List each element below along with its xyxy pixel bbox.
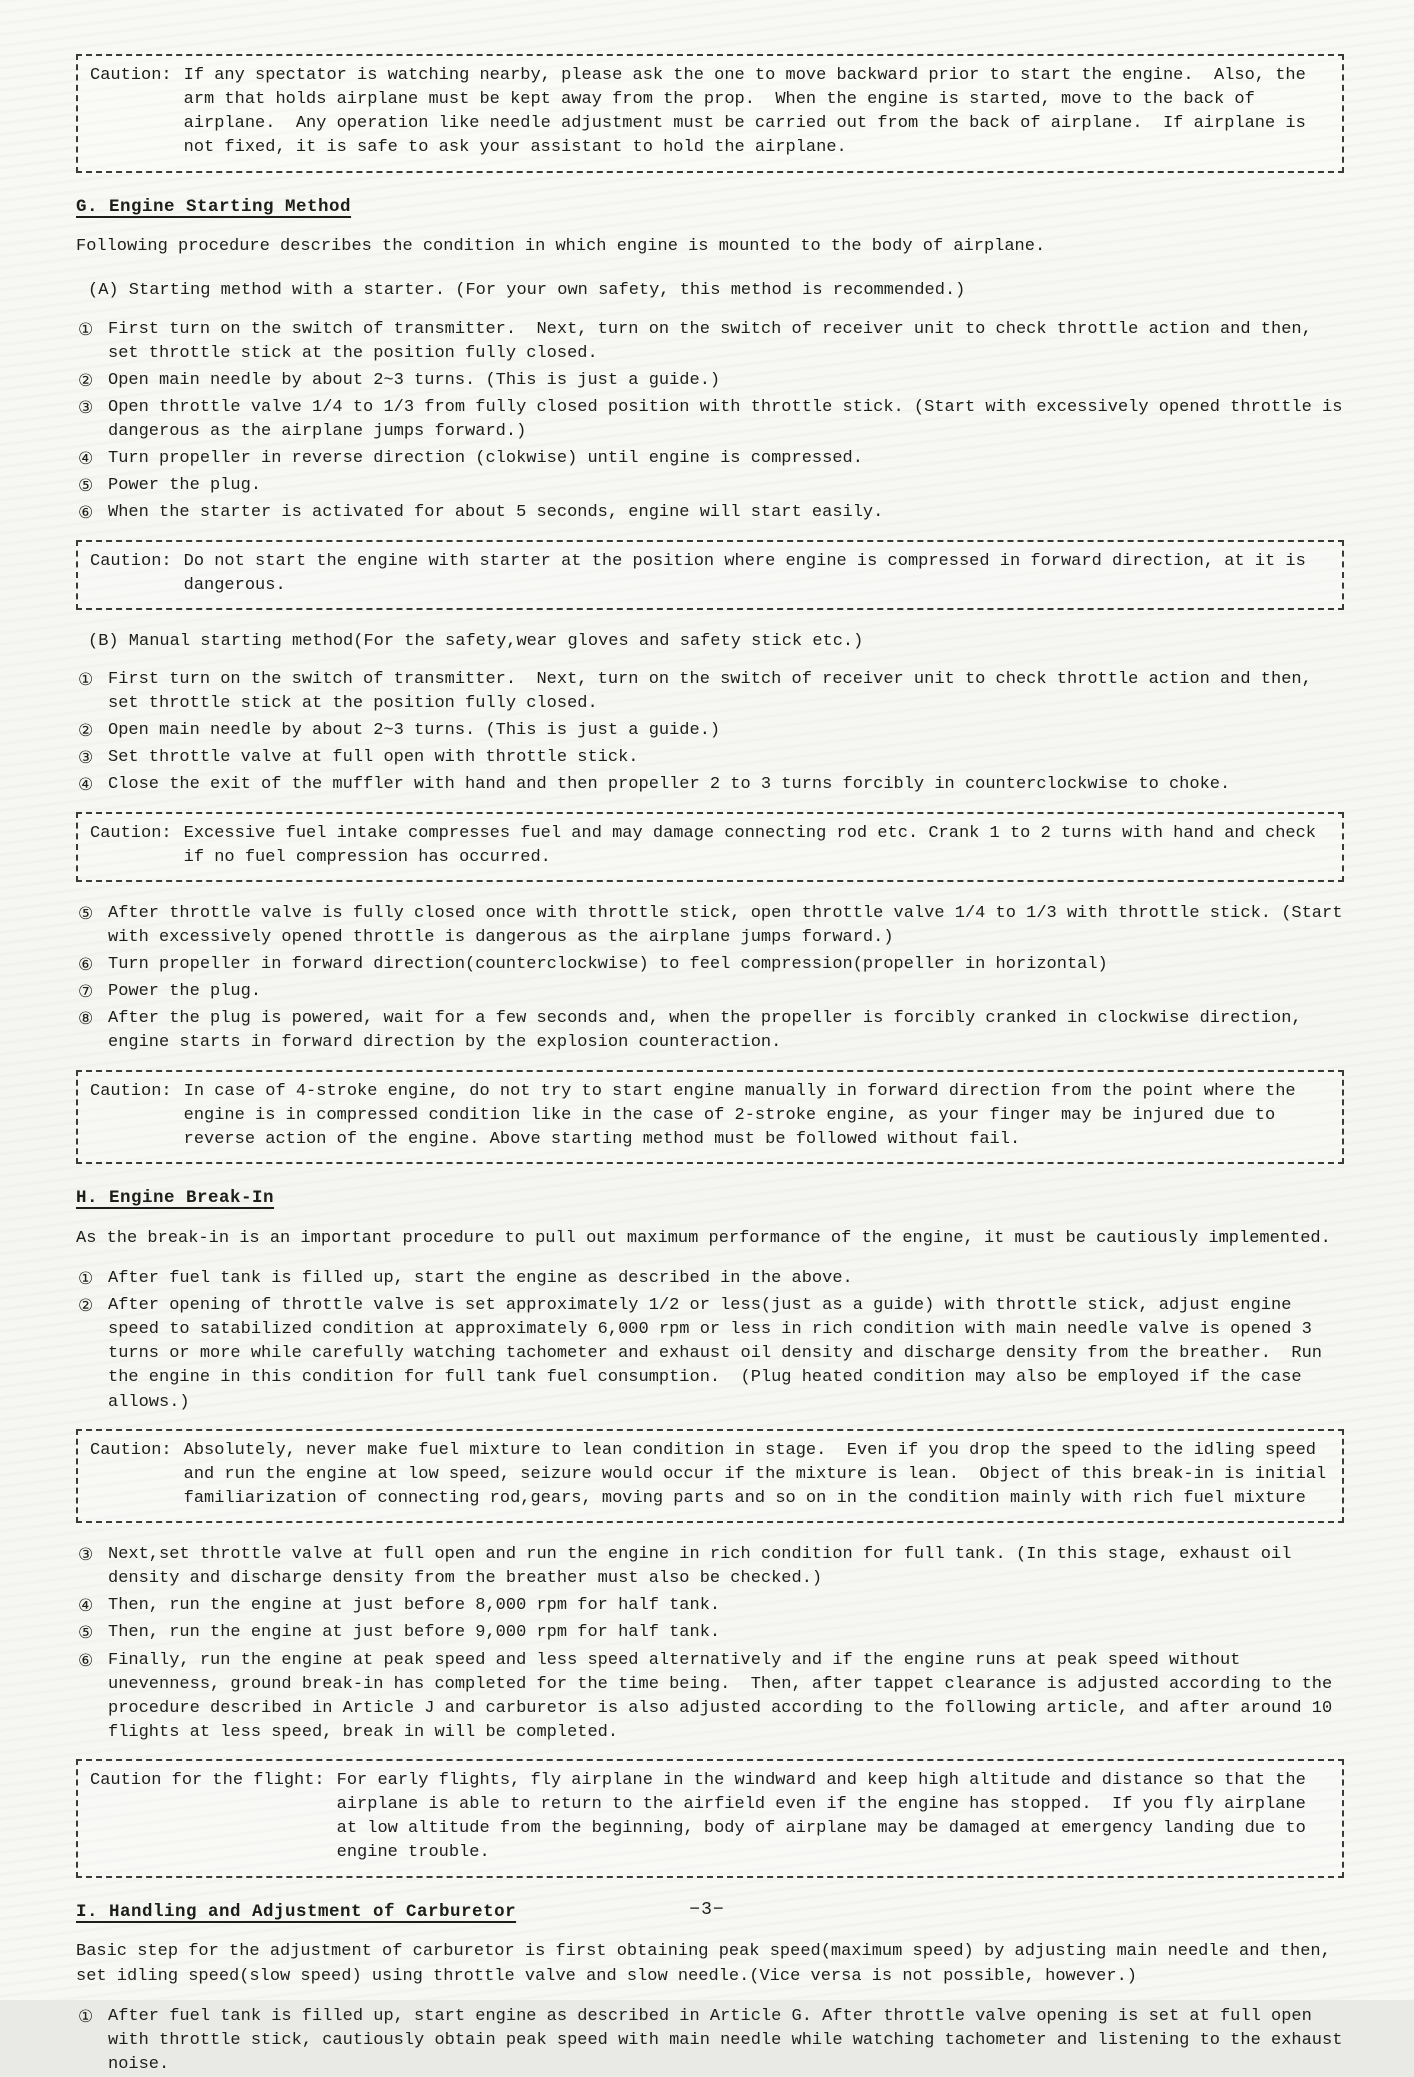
caution-text: For early flights, fly airplane in the windward and keep high altitude and distance so that the airplane is able to return to the airfield even if the engine has stopped. If you fly airplane at low altitude from the beginning, body of airplane may be damaged at emergency landing due to engine trouble. [336, 1771, 1317, 1863]
item-text: First turn on the switch of transmitter. Next, turn on the switch of receiver unit to check throttle action and then, set throttle stick at the position fully closed. [108, 669, 1322, 714]
item-number: ⑥ [78, 1650, 94, 1671]
item-number: ⑤ [78, 903, 94, 924]
item-number: ⑥ [78, 955, 94, 976]
item-number: ② [78, 370, 94, 391]
caution-text: Excessive fuel intake compresses fuel and may damage connecting rod etc. Crank 1 to 2 turns with hand and check if no fuel compression has occurred. [183, 823, 1327, 867]
caution-text: Do not start the engine with starter at the position where engine is compressed in forward direction, at it is dangerous. [183, 551, 1317, 595]
caution-box-4stroke [76, 1070, 1344, 1164]
item-number: ② [78, 721, 94, 742]
item-text: After opening of throttle valve is set approximately 1/2 or less(just as a guide) with throttle stick, adjust engine speed to satabilized condition at approximately 6,000 rpm or less in rich condition with main needle valve is opened 3 turns or more while carefully watching tachometer and exhaust oil density and discharge density from the breather. Run the engine in this condition for full tank fuel consumption. (Plug heated condition may also be employed if the case allows.) [108, 1296, 1333, 1412]
caution-text: In case of 4-stroke engine, do not try to start engine manually in forward direction from the point where the engine is in compressed condition like in the case of 2-stroke engine, as your finger may be injured due to reverse action of the engine. Above starting method must be followed without fail. [183, 1081, 1306, 1149]
item-number: ④ [78, 775, 94, 796]
item-number: ⑤ [78, 1623, 94, 1644]
item-text: After the plug is powered, wait for a few seconds and, when the propeller is forcibly cranked in clockwise direction, engine starts in forward direction by the explosion counteraction. [108, 1009, 1312, 1053]
item-text: Power the plug. [108, 982, 262, 1002]
item-text: Set throttle valve at full open with throttle stick. [108, 748, 639, 768]
caution-box-flight [76, 1759, 1344, 1878]
item-text: Open main needle by about 2~3 turns. (This is just a guide.) [108, 370, 721, 390]
list-item [76, 1649, 1344, 1746]
section-h-intro: As the break-in is an important procedure to pull out maximum performance of the engine, it must be cautiously implemented. [76, 1228, 1331, 1248]
list-item [76, 1294, 1344, 1415]
list-item [76, 2005, 1353, 2077]
part-b-title: (B) Manual starting method(For the safety,wear gloves and safety stick etc.) [88, 631, 864, 651]
list-item [76, 668, 1344, 716]
section-h-heading: H. Engine Break-In [76, 1187, 275, 1208]
list-item [76, 719, 1344, 743]
section-h-items [76, 1267, 1344, 1415]
list-item [76, 1007, 1344, 1055]
caution-box-starter [76, 540, 1344, 610]
section-g-intro: Following procedure describes the condition in which engine is mounted to the body of airplane. [76, 237, 1046, 257]
section-i-intro: Basic step for the adjustment of carburetor is first obtaining peak speed(maximum speed) by adjusting main needle and then, set idling speed(slow speed) using throttle valve and slow needle.(Vice versa is not possible, however.) [76, 1942, 1342, 1986]
item-text: Open main needle by about 2~3 turns. (This is just a guide.) [108, 721, 721, 741]
list-item [76, 396, 1353, 444]
item-text: Close the exit of the muffler with hand and then propeller 2 to 3 turns forcibly in counterclockwise to choke. [108, 775, 1231, 795]
item-text: Then, run the engine at just before 9,000 rpm for half tank. [108, 1623, 721, 1643]
section-g-heading: G. Engine Starting Method [76, 196, 352, 217]
item-number: ⑧ [78, 1009, 94, 1030]
caution-label: Caution: [90, 66, 172, 85]
list-item [76, 1594, 1344, 1618]
caution-label: Caution for the flight: [90, 1771, 325, 1791]
page-number: −3− [689, 1900, 725, 1920]
caution-label: Caution: [90, 1440, 172, 1460]
caution-box-spectator [76, 54, 1344, 173]
part-b-items-continued [76, 902, 1353, 1056]
part-a-items [76, 318, 1353, 526]
list-item [76, 953, 1344, 977]
item-number: ① [78, 1268, 94, 1289]
item-number: ④ [78, 449, 94, 470]
caution-label: Caution: [90, 551, 172, 571]
item-text: Next,set throttle valve at full open and run the engine in rich condition for full tank. (In this stage, exhaust oil density and discharge density from the breather must also be checked.) [108, 1545, 1302, 1589]
list-item [76, 501, 1344, 525]
part-a-title: (A) Starting method with a starter. (For your own safety, this method is recommended.) [88, 281, 966, 301]
item-text: Turn propeller in forward direction(counterclockwise) to feel compression(propeller in horizontal) [108, 955, 1108, 975]
list-item [76, 746, 1344, 770]
caution-label: Caution: [90, 823, 172, 843]
caution-box-lean-mixture [76, 1429, 1344, 1523]
section-i-items [76, 2005, 1353, 2077]
item-text: Open throttle valve 1/4 to 1/3 from fully closed position with throttle stick. (Start with excessively opened throttle is dangerous as the airplane jumps forward.) [108, 397, 1353, 442]
part-b-items [76, 668, 1344, 798]
list-item [76, 318, 1344, 366]
section-i-heading: I. Handling and Adjustment of Carburetor [76, 1901, 517, 1922]
item-number: ① [78, 319, 94, 340]
item-text: After fuel tank is filled up, start engine as described in Article G. After throttle valve opening is set at full open with throttle stick, cautiously obtain peak speed with main needle while watching tachometer and listening to the exhaust noise. [108, 2006, 1353, 2074]
item-number: ⑥ [78, 503, 94, 524]
item-number: ② [78, 1296, 94, 1317]
list-item [76, 1543, 1344, 1591]
item-text: Finally, run the engine at peak speed and less speed alternatively and if the engine runs at peak speed without unevenness, ground break-in has completed for the time being. Then, after tappet clearance is adjusted according to the procedure described in Article J and carburetor is also adjusted according to the following article, and after around 10 flights at less speed, break in will be completed. [108, 1650, 1343, 1742]
section-h-items-continued [76, 1543, 1344, 1745]
item-text: Power the plug. [108, 476, 262, 496]
item-number: ⑦ [78, 982, 94, 1003]
item-text: First turn on the switch of transmitter. Next, turn on the switch of receiver unit to check throttle action and then, set throttle stick at the position fully closed. [108, 319, 1322, 363]
item-text: Turn propeller in reverse direction (clokwise) until engine is compressed. [108, 449, 863, 469]
list-item [76, 773, 1344, 797]
caution-box-fuel-intake [76, 812, 1344, 882]
list-item [76, 447, 1344, 471]
list-item [76, 369, 1344, 393]
item-number: ① [78, 2006, 94, 2027]
list-item [76, 980, 1344, 1004]
item-number: ③ [78, 1545, 94, 1566]
item-text: After fuel tank is filled up, start the engine as described in the above. [108, 1268, 853, 1288]
item-number: ① [78, 669, 94, 690]
caution-label: Caution: [90, 1081, 172, 1101]
list-item [76, 1621, 1344, 1645]
caution-text: If any spectator is watching nearby, please ask the one to move backward prior to start the engine. Also, the arm that holds airplane must be kept away from the prop. When the engine is started, move to the back of airplane. Any operation like needle adjustment must be carried out from the back of airplane. If airplane is not fixed, it is safe to ask your assistant to hold the airplane. [183, 66, 1317, 158]
item-text: Then, run the engine at just before 8,000 rpm for half tank. [108, 1596, 721, 1616]
list-item [76, 1267, 1344, 1291]
list-item [76, 902, 1353, 950]
caution-text: Absolutely, never make fuel mixture to lean condition in stage. Even if you drop the speed to the idling speed and run the engine at low speed, seizure would occur if the mixture is lean. Object of this break-in is initial familiarization of connecting rod,gears, moving parts and so on in the condition mainly with rich fuel mixture [183, 1440, 1337, 1508]
item-number: ③ [78, 748, 94, 769]
item-text: After throttle valve is fully closed once with throttle stick, open throttle valve 1/4 to 1/3 with throttle stick. (Start with excessively opened throttle is dangerous as the airplane jumps forward.) [108, 903, 1353, 947]
item-number: ③ [78, 397, 94, 418]
item-number: ④ [78, 1596, 94, 1617]
item-text: When the starter is activated for about 5 seconds, engine will start easily. [108, 503, 884, 523]
item-number: ⑤ [78, 476, 94, 497]
list-item [76, 474, 1344, 498]
